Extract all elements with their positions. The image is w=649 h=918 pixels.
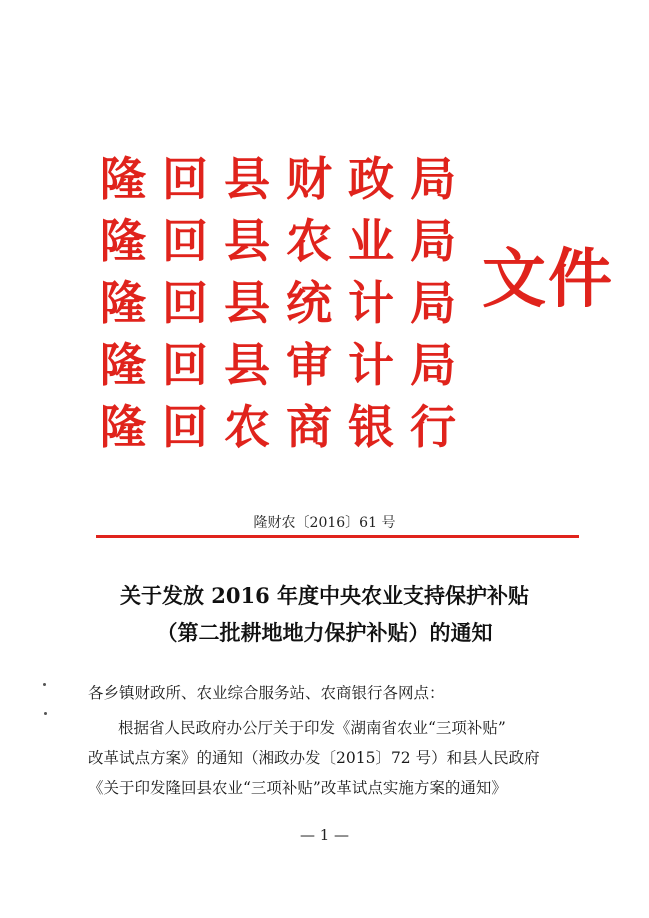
issuer-char: 隆: [100, 152, 146, 206]
issuer-char: 政: [348, 152, 394, 206]
issuer-audit-bureau: [100, 334, 472, 396]
issuer-char: 农: [224, 400, 270, 454]
issuer-char: 农: [286, 214, 332, 268]
issuer-char: 局: [410, 152, 456, 206]
body-line: 《关于印发隆回县农业“三项补贴”改革试点实施方案的通知》: [88, 779, 507, 797]
page-number: — 1 —: [299, 826, 350, 844]
issuer-char: 局: [410, 338, 456, 392]
issuer-char: 回: [162, 152, 208, 206]
issuer-char: 回: [162, 276, 208, 330]
issuer-char: 隆: [100, 214, 146, 268]
issuer-char: 县: [224, 214, 270, 268]
issuer-char: 银: [348, 400, 394, 454]
red-divider: [96, 535, 579, 538]
issuer-char: 隆: [100, 276, 146, 330]
issuer-statistics-bureau: [100, 272, 472, 334]
issuer-agriculture-bureau: [100, 210, 472, 272]
issuer-char: 回: [162, 400, 208, 454]
scan-speck: [43, 683, 46, 686]
issuer-char: 统: [286, 276, 332, 330]
document-suffix: 文件: [482, 242, 614, 317]
issuer-finance-bureau: [100, 148, 472, 210]
issuer-char: 隆: [100, 400, 146, 454]
issuer-char: 县: [224, 338, 270, 392]
issuer-char: 业: [348, 214, 394, 268]
document-number: 隆财农〔2016〕61 号: [253, 515, 396, 531]
issuer-char: 计: [348, 338, 394, 392]
issuer-char: 县: [224, 276, 270, 330]
issuer-char: 计: [348, 276, 394, 330]
body-line: 改革试点方案》的通知（湘政办发〔2015〕72 号）和县人民政府: [88, 749, 540, 767]
title-line-1: 关于发放 2016 年度中央农业支持保护补贴: [119, 583, 530, 608]
issuer-char: 局: [410, 276, 456, 330]
issuer-char: 局: [410, 214, 456, 268]
issuer-char: 商: [286, 400, 332, 454]
issuer-char: 审: [286, 338, 332, 392]
issuer-char: 县: [224, 152, 270, 206]
body-line: 根据省人民政府办公厅关于印发《湖南省农业“三项补贴”: [118, 719, 506, 737]
issuer-char: 财: [286, 152, 332, 206]
issuing-agencies: [100, 148, 472, 458]
salutation: 各乡镇财政所、农业综合服务站、农商银行各网点：: [88, 684, 445, 702]
issuer-char: 隆: [100, 338, 146, 392]
issuer-char: 回: [162, 338, 208, 392]
scan-speck: [44, 712, 47, 715]
issuer-rural-commercial-bank: [100, 396, 472, 458]
title-line-2: （第二批耕地地力保护补贴）的通知: [156, 620, 493, 645]
issuer-char: 行: [410, 400, 456, 454]
issuer-char: 回: [162, 214, 208, 268]
